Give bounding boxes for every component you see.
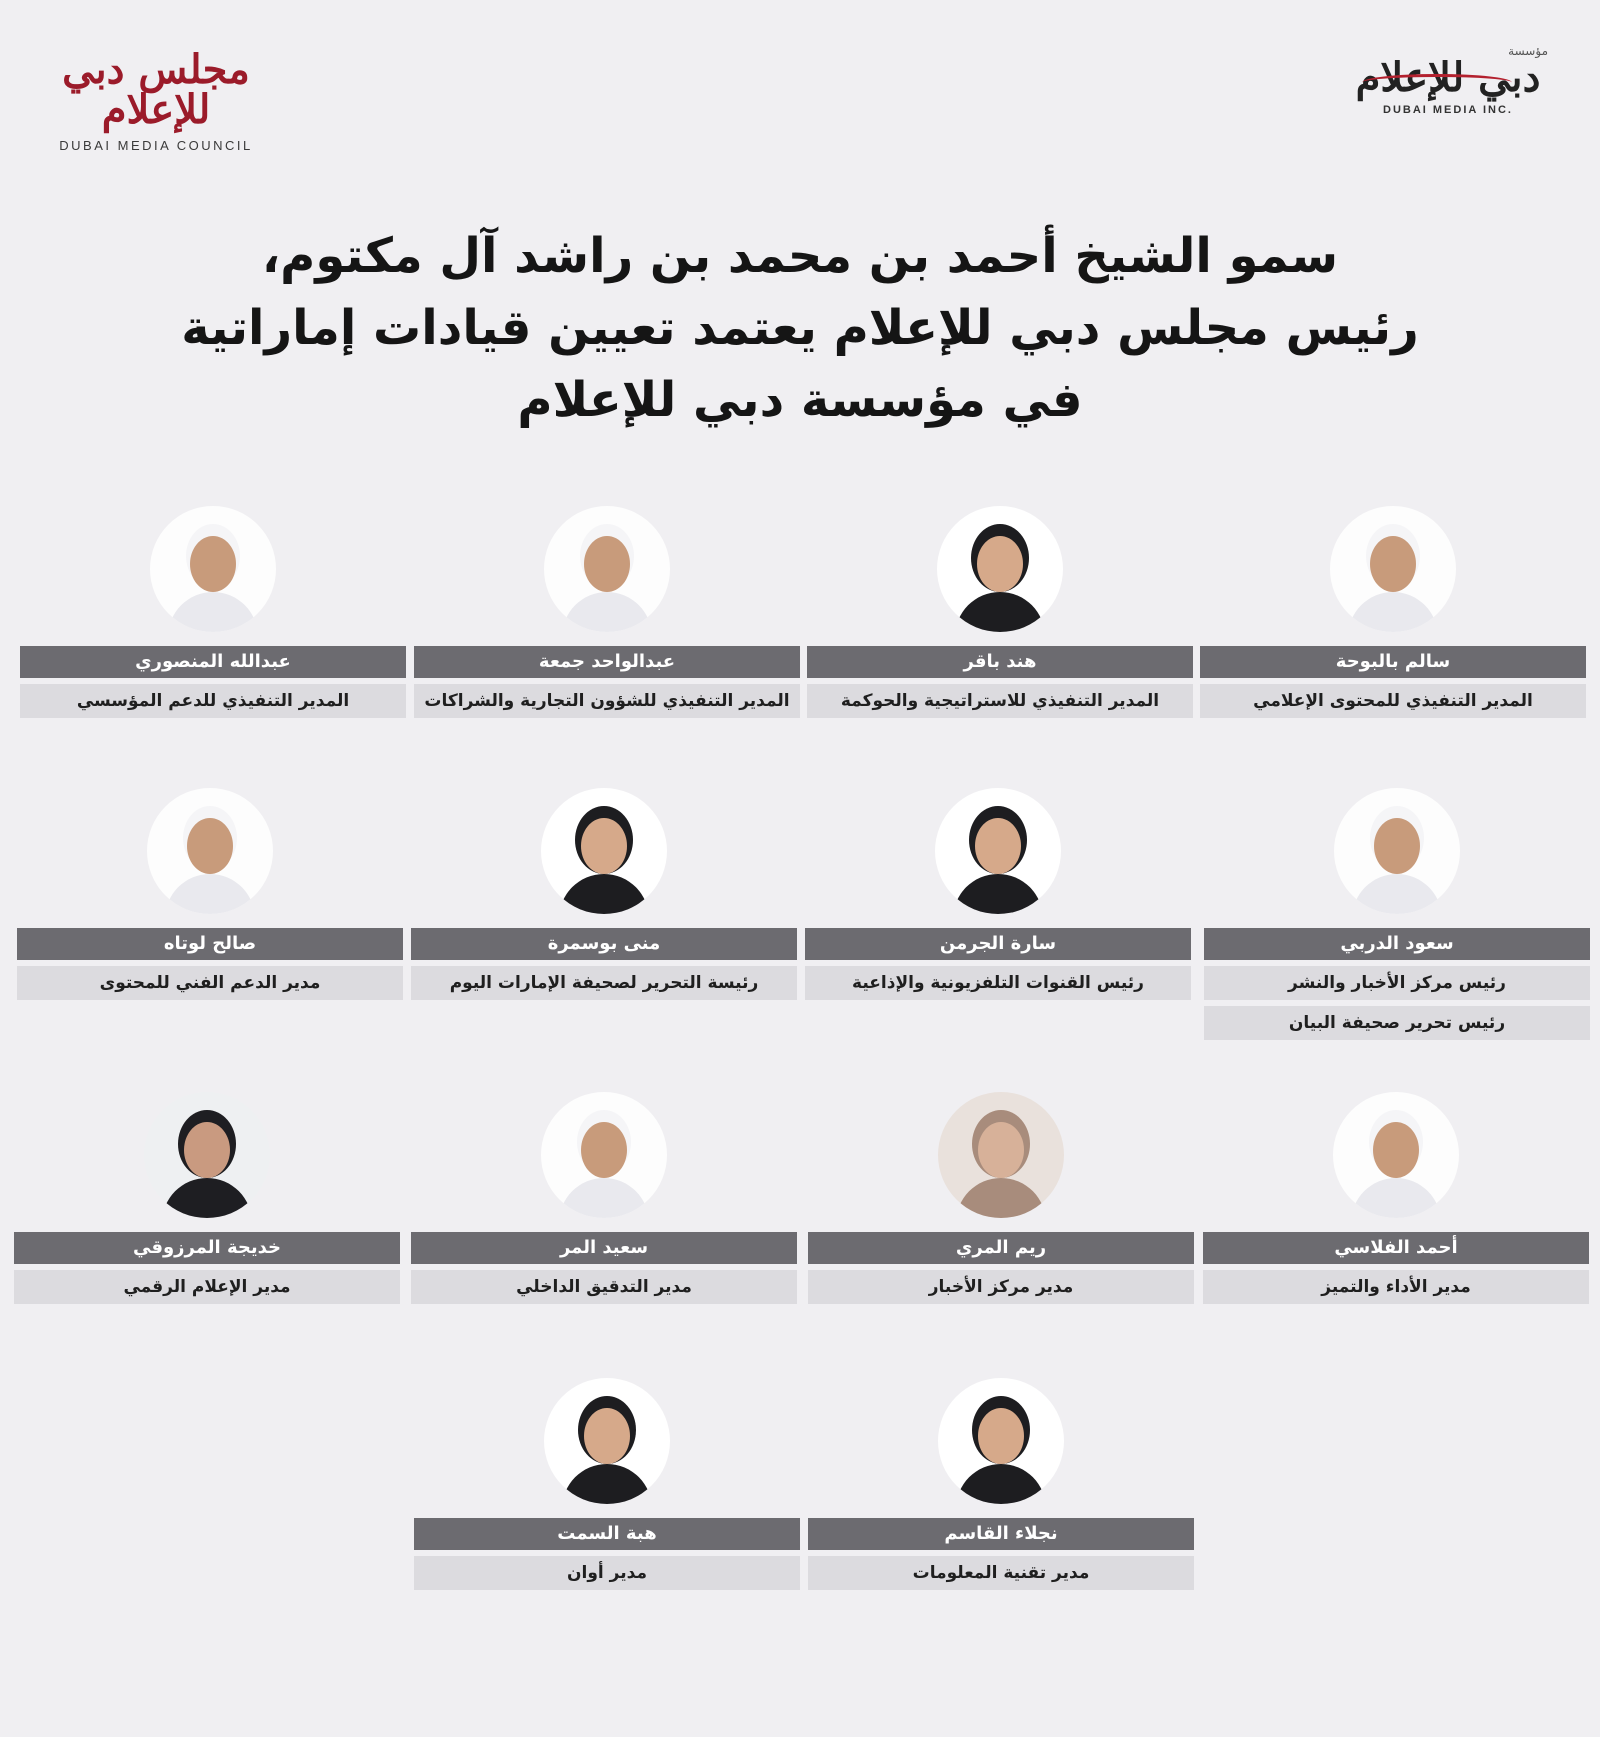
person-title: مدير التدقيق الداخلي (411, 1270, 797, 1304)
person-card (807, 506, 1193, 718)
person-photo (937, 506, 1063, 632)
person-title: مدير تقنية المعلومات (808, 1556, 1194, 1590)
dubai-media-council-logo (56, 46, 256, 153)
person-name: نجلاء القاسم (808, 1518, 1194, 1550)
person-title: المدير التنفيذي للدعم المؤسسي (20, 684, 406, 718)
person-name: أحمد الفلاسي (1203, 1232, 1589, 1264)
person-card (1204, 788, 1590, 1040)
person-name: منى بوسمرة (411, 928, 797, 960)
person-name: سعيد المر (411, 1232, 797, 1264)
person-photo (150, 506, 276, 632)
person-photo (1334, 788, 1460, 914)
person-card (17, 788, 403, 1000)
dubai-media-inc-logo-arabic-small: مؤسسة (1508, 44, 1548, 58)
person-name: ريم المري (808, 1232, 1194, 1264)
person-photo (541, 1092, 667, 1218)
dubai-media-inc-logo-arabic (1348, 54, 1548, 101)
person-title: رئيس القنوات التلفزيونية والإذاعية (805, 966, 1191, 1000)
person-card (805, 788, 1191, 1000)
person-title: مدير مركز الأخبار (808, 1270, 1194, 1304)
person-card (1203, 1092, 1589, 1304)
person-title: مدير أوان (414, 1556, 800, 1590)
headline-line-2: رئيس مجلس دبي للإعلام يعتمد تعيين قيادات إماراتية (181, 300, 1419, 356)
dubai-media-council-logo-arabic: مجلس دبي للإعلام (62, 46, 250, 133)
person-title: مدير الإعلام الرقمي (14, 1270, 400, 1304)
person-photo (1330, 506, 1456, 632)
person-card (411, 1092, 797, 1304)
person-title: المدير التنفيذي للاستراتيجية والحوكمة (807, 684, 1193, 718)
person-title: رئيس مركز الأخبار والنشر (1204, 966, 1590, 1000)
person-name: هبة السمت (414, 1518, 800, 1550)
headline-line-1: سمو الشيخ أحمد بن محمد بن راشد آل مكتوم، (261, 228, 1339, 284)
person-photo (938, 1092, 1064, 1218)
person-name: سارة الجرمن (805, 928, 1191, 960)
logo-swoosh-icon (1362, 74, 1512, 91)
person-photo (935, 788, 1061, 914)
person-card (1200, 506, 1586, 718)
person-title: المدير التنفيذي للشؤون التجارية والشراكات (414, 684, 800, 718)
person-photo (544, 506, 670, 632)
person-card (14, 1092, 400, 1304)
person-name: خديجة المرزوقي (14, 1232, 400, 1264)
person-title-secondary: رئيس تحرير صحيفة البيان (1204, 1006, 1590, 1040)
dubai-media-inc-logo-arabic-text: دبي للإعلام (1355, 54, 1541, 101)
person-photo (544, 1378, 670, 1504)
person-title: مدير الدعم الفني للمحتوى (17, 966, 403, 1000)
person-photo (541, 788, 667, 914)
dubai-media-inc-logo-english: DUBAI MEDIA INC. (1383, 104, 1513, 116)
dubai-media-inc-logo (1348, 44, 1548, 116)
person-name: صالح لوتاه (17, 928, 403, 960)
person-card (411, 788, 797, 1000)
person-title: المدير التنفيذي للمحتوى الإعلامي (1200, 684, 1586, 718)
person-title: رئيسة التحرير لصحيفة الإمارات اليوم (411, 966, 797, 1000)
person-name: سعود الدربي (1204, 928, 1590, 960)
person-card (808, 1092, 1194, 1304)
person-photo (938, 1378, 1064, 1504)
dubai-media-council-logo-english: DUBAI MEDIA COUNCIL (59, 138, 253, 153)
page-headline (100, 220, 1500, 436)
person-title: مدير الأداء والتميز (1203, 1270, 1589, 1304)
person-name: هند باقر (807, 646, 1193, 678)
person-name: سالم بالبوحة (1200, 646, 1586, 678)
person-photo (147, 788, 273, 914)
person-name: عبدالواحد جمعة (414, 646, 800, 678)
person-photo (1333, 1092, 1459, 1218)
person-card (20, 506, 406, 718)
person-photo (144, 1092, 270, 1218)
person-name: عبدالله المنصوري (20, 646, 406, 678)
person-card (808, 1378, 1194, 1590)
person-card (414, 506, 800, 718)
headline-line-3: في مؤسسة دبي للإعلام (517, 372, 1083, 428)
person-card (414, 1378, 800, 1590)
